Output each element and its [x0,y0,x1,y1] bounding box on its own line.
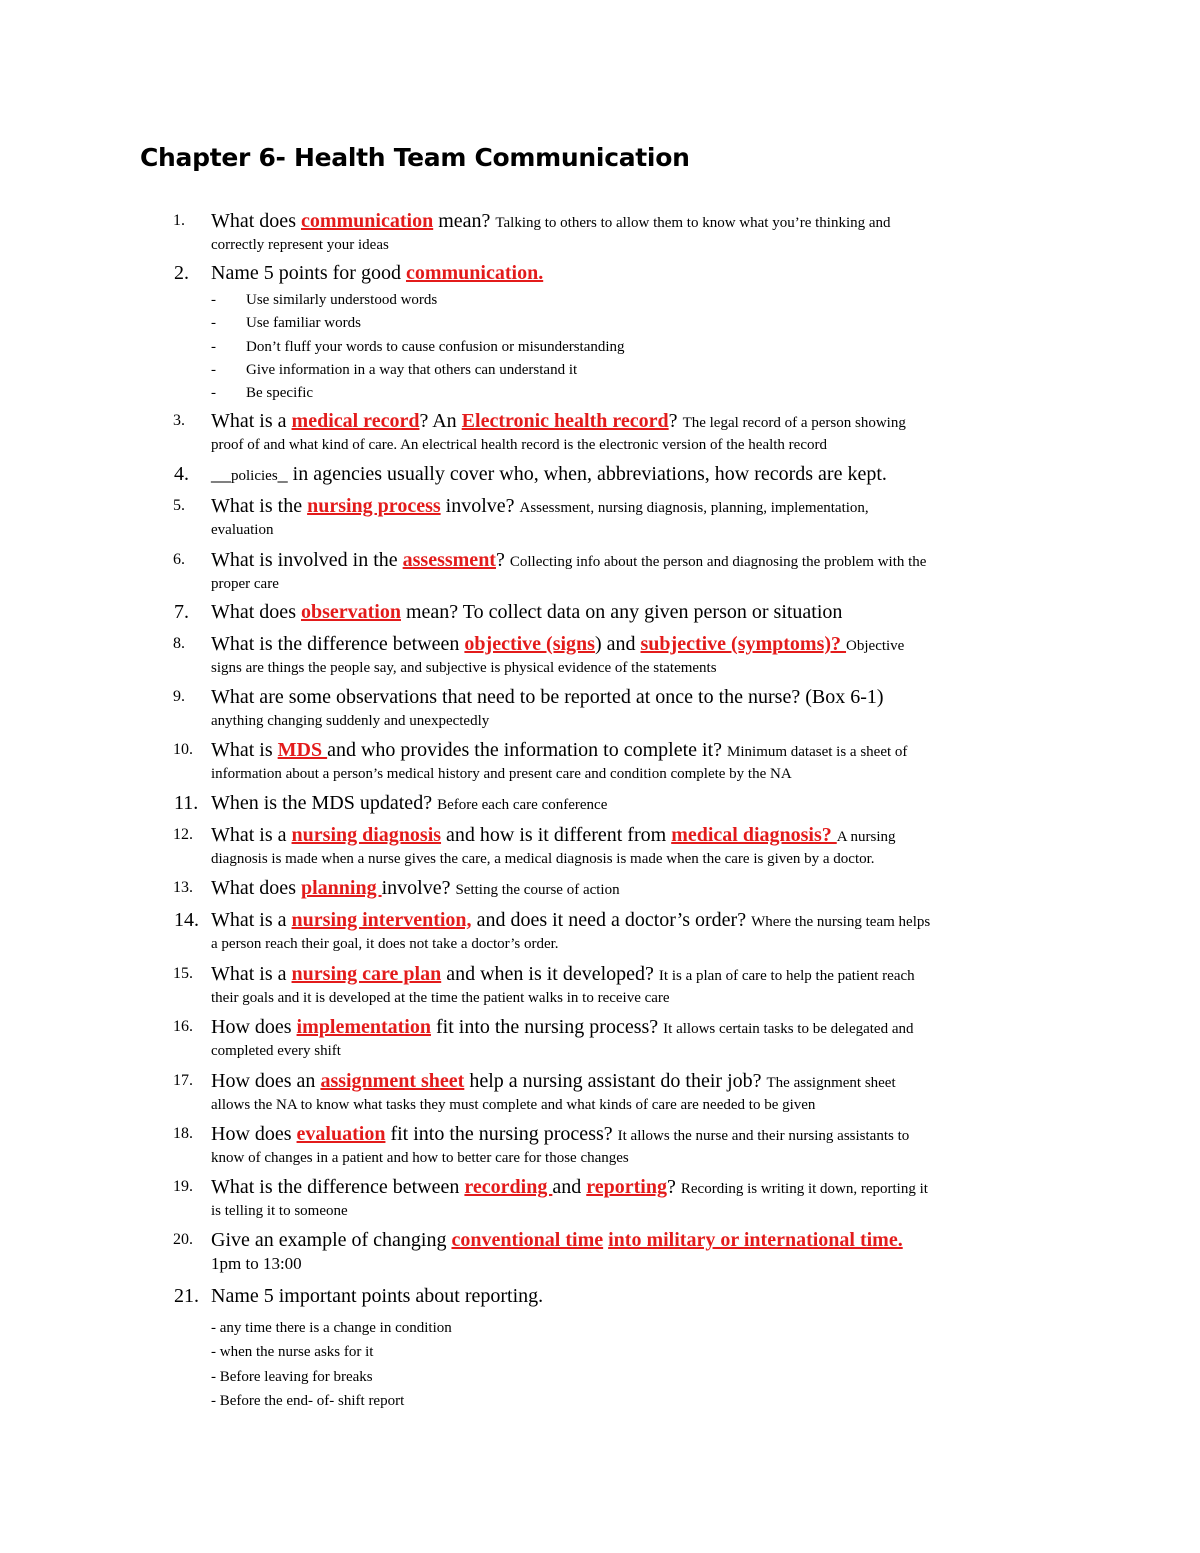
page-title: Chapter 6- Health Team Communication [140,143,690,172]
question-text: What is the difference between [211,633,465,655]
question-text: ? An [419,410,462,432]
answer-text: completed every shift [211,1043,341,1059]
question-body [211,1069,1071,1117]
answer-line [211,847,1071,871]
question-text: What is a [211,824,292,846]
answer-text: Talking to others to allow them to know what you’re thinking and [495,215,891,231]
question-text: What does [211,601,301,623]
question-line [211,209,1071,233]
question-number: 18. [173,1125,193,1142]
key-term: nursing diagnosis [291,824,442,846]
question-body [211,632,1071,680]
key-term: evaluation [296,1123,386,1145]
question-body [211,1228,1071,1276]
question-text: ? [666,1176,681,1198]
key-term: reporting [586,1176,667,1198]
key-term: recording [464,1176,553,1198]
question-body [211,209,1071,257]
question-number: 16. [173,1018,193,1035]
question-number: 17. [173,1072,193,1089]
answer-text: The legal record of a person showing [682,415,906,431]
question-number: 8. [173,635,185,652]
question-text: _ in agencies usually cover who, when, abbreviations, how records are kept. [277,463,887,485]
question-text: What does [211,210,301,232]
question-text: What is a [211,963,292,985]
answer-line [211,518,1071,542]
question-number: 12. [173,826,193,843]
key-term: assessment [402,549,496,571]
question-number: 10. [173,741,193,758]
question-text: What are some observations that need to be reported at once to the nurse? (Box 6-1) [211,686,884,708]
question-text: __ [211,463,231,485]
answer-text: proper care [211,576,279,592]
key-term: MDS [277,739,328,761]
bullet-dash: - [211,385,216,402]
question-line [211,823,1071,847]
bullet-dash: - [211,315,216,332]
question-text: and when is it developed? [441,963,659,985]
question-line [211,1175,1071,1199]
bullet-dash: - [211,361,216,378]
key-term: objective (signs [464,633,595,655]
question-text: What is involved in the [211,549,403,571]
question-body [211,823,1071,871]
question-body [211,548,1071,596]
question-text: What is a [211,410,292,432]
answer-text: correctly represent your ideas [211,237,389,253]
question-number: 21. [174,1285,199,1307]
question-line [211,548,1071,572]
question-text: What is a [211,909,292,931]
question-line [211,1284,1071,1308]
question-text: involve? [381,877,456,899]
question-body [211,908,1071,956]
question-text: and [552,1176,587,1198]
question-number: 2. [174,262,189,284]
answer-text: know of changes in a patient and how to better care for those changes [211,1150,629,1166]
question-body [211,1015,1071,1063]
list-item-text: Give information in a way that others can understand it [246,361,578,378]
question-text: What is the [211,495,308,517]
question-line [211,1015,1071,1039]
key-term: subjective (symptoms)? [640,633,847,655]
answer-line [211,762,1071,786]
question-text: ? [668,410,683,432]
answer-line [211,1039,1071,1063]
question-body [211,462,1071,486]
question-line [211,1122,1071,1146]
key-term: nursing process [307,495,441,517]
question-text: mean? To collect data on any given person or situation [400,601,843,623]
answer-text: It is a plan of care to help the patient reach [658,968,915,984]
question-number: 7. [174,601,189,623]
question-number: 1. [173,212,185,229]
question-line [211,1228,1071,1252]
question-line [211,962,1071,986]
key-term: into military or international time. [608,1229,903,1251]
question-number: 9. [173,688,185,705]
list-item [211,312,361,335]
list-item-text: Use familiar words [246,315,361,332]
question-line [211,632,1071,656]
question-body [211,876,1071,900]
question-body [211,962,1071,1010]
question-text: Give an example of changing [211,1229,452,1251]
answer-text: Assessment, nursing diagnosis, planning, implementation, [519,500,869,516]
list-item [211,359,577,382]
answer-text: is telling it to someone [211,1203,348,1219]
answer-line [211,1093,1071,1117]
question-text: How does an [211,1070,321,1092]
answer-line [211,1252,1071,1276]
list-item: - any time there is a change in condition [211,1320,452,1336]
question-line [211,600,1071,624]
key-term: medical diagnosis? [671,824,837,846]
question-text: When is the MDS updated? [211,792,438,814]
answer-text: policies [231,468,278,484]
question-line [211,494,1071,518]
question-number: 19. [173,1178,193,1195]
question-text: How does [211,1123,297,1145]
answer-text: diagnosis is made when a nurse gives the care, a medical diagnosis is made when the care is given by a doctor. [211,851,875,867]
question-body [211,685,1071,733]
answer-line [211,1199,1071,1223]
question-text: fit into the nursing process? [385,1123,618,1145]
question-text: help a nursing assistant do their job? [464,1070,767,1092]
answer-line [211,572,1071,596]
answer-line [211,709,1071,733]
question-body [211,738,1071,786]
answer-text: evaluation [211,522,274,538]
question-line [211,876,1071,900]
answer-line [211,932,1071,956]
answer-text: The assignment sheet [766,1075,896,1091]
answer-text: Collecting info about the person and diagnosing the problem with the [509,554,927,570]
question-text: What is [211,739,278,761]
question-body [211,600,1071,624]
bullet-dash: - [211,338,216,355]
key-term: observation [300,601,401,623]
question-text: involve? [440,495,520,517]
answer-line [211,986,1071,1010]
question-number: 11. [174,792,199,814]
key-term: conventional time [451,1229,604,1251]
list-item [211,289,437,312]
question-text: fit into the nursing process? [430,1016,664,1038]
answer-text: Before each care conference [437,797,608,813]
answer-line [211,433,1071,457]
question-text: mean? [433,210,496,232]
answer-text: a person reach their goal, it does not take a doctor’s order. [211,936,559,952]
question-body [211,494,1071,542]
answer-text: allows the NA to know what tasks they must complete and what kinds of care are needed to be given [211,1097,816,1113]
key-term: nursing care plan [291,963,442,985]
answer-text: A nursing [836,829,896,845]
answer-text: proof of and what kind of care. An electrical health record is the electronic version of the health record [211,437,827,453]
answer-text: Where the nursing team helps [751,914,931,930]
answer-text: Minimum dataset is a sheet of [727,744,908,760]
question-number: 20. [173,1231,193,1248]
answer-line [211,1146,1071,1170]
answer-line [211,656,1071,680]
question-line [211,462,1071,486]
question-body [211,1284,1071,1308]
question-text: and does it need a doctor’s order? [471,909,752,931]
question-body [211,1122,1071,1170]
list-item-text: Be specific [246,385,314,402]
question-number: 15. [173,965,193,982]
list-item-text: Don’t fluff your words to cause confusion or misunderstanding [246,338,625,355]
answer-text: It allows certain tasks to be delegated and [663,1021,914,1037]
answer-text: signs are things the people say, and subjective is physical evidence of the statements [211,660,717,676]
answer-text: Recording is writing it down, reporting it [680,1181,928,1197]
key-term: assignment sheet [320,1070,465,1092]
question-number: 6. [173,551,185,568]
question-text: Name 5 points for good [211,262,406,284]
question-line [211,409,1071,433]
question-number: 13. [173,879,193,896]
question-body [211,261,1071,285]
answer-text: information about a person’s medical history and present care and condition complete by the NA [211,766,792,782]
key-term: nursing intervention, [291,909,472,931]
key-term: Electronic health record [461,410,669,432]
list-item [211,382,313,405]
list-item [211,336,625,359]
key-term: communication [300,210,434,232]
question-text: ) and [594,633,641,655]
question-body [211,409,1071,457]
key-term: implementation [296,1016,431,1038]
question-line [211,908,1071,932]
bullet-dash: - [211,292,216,308]
question-number: 5. [173,497,185,514]
question-body [211,1175,1071,1223]
question-text: How does [211,1016,297,1038]
key-term: communication. [405,262,544,284]
question-number: 14. [174,909,199,931]
question-line [211,1069,1071,1093]
answer-text: anything changing suddenly and unexpectedly [211,713,490,729]
question-line [211,685,1071,709]
answer-line [211,233,1071,257]
answer-text: Objective [846,638,905,654]
answer-text: their goals and it is developed at the time the patient walks in to receive care [211,990,670,1006]
list-item-text: Use similarly understood words [246,292,438,308]
question-text: and how is it different from [441,824,672,846]
question-line [211,261,1071,285]
question-text: What does [211,877,301,899]
list-item: - Before the end- of- shift report [211,1392,405,1409]
question-body [211,791,1071,815]
question-number: 4. [174,463,189,485]
question-line [211,738,1071,762]
question-line [211,791,1071,815]
question-text: and who provides the information to complete it? [327,739,728,761]
list-item: - Before leaving for breaks [211,1368,373,1385]
question-text: ? [495,549,510,571]
question-text: Name 5 important points about reporting. [211,1285,544,1307]
answer-text: Setting the course of action [455,882,620,898]
key-term: medical record [291,410,420,432]
question-number: 3. [173,412,185,429]
answer-text: 1pm to 13:00 [211,1254,302,1273]
question-text: What is the difference between [211,1176,465,1198]
answer-text: It allows the nurse and their nursing assistants to [617,1128,910,1144]
key-term: planning [300,877,382,899]
list-item: - when the nurse asks for it [211,1344,374,1361]
